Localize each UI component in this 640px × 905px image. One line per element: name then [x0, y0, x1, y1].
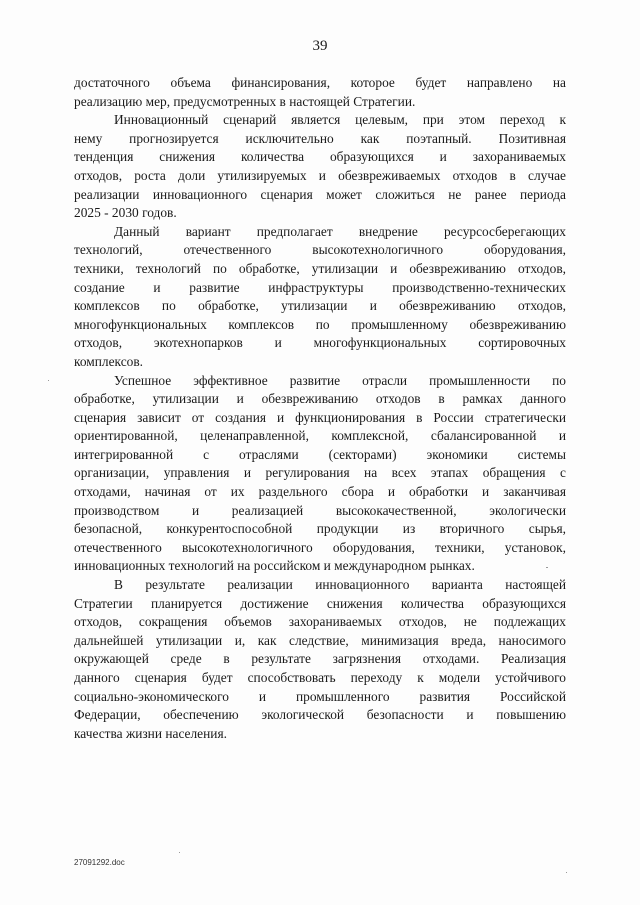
text-line: отечественного высокотехнологичного оборудования, техники, установок,	[74, 539, 566, 555]
text-line: достаточного объема финансирования, которое будет направлено на	[74, 75, 566, 90]
scan-speck	[48, 380, 49, 381]
text-line: отходов, экотехнопарков и многофункциональных сортировочных	[74, 335, 566, 351]
text-line: Успешное эффективное развитие отрасли промышленности по	[114, 372, 566, 388]
text-line: дальнейшей утилизации и, как следствие, минимизация вреда, наносимого	[74, 632, 566, 648]
text-line: интегрированной с отраслями (секторами) экономики системы	[74, 446, 566, 462]
paragraph	[74, 111, 566, 223]
text-line: Стратегии планируется достижение снижения количества образующихся	[74, 595, 566, 611]
text-line: сценария зависит от создания и функционирования в России стратегически	[74, 409, 566, 425]
text-line: Федерации, обеспечению экологической безопасности и повышению	[74, 707, 566, 723]
text-line: комплексов.	[74, 353, 144, 369]
scan-speck	[546, 567, 548, 568]
paragraph	[74, 372, 566, 577]
document-filename-footer: 27091292.doc	[74, 858, 125, 867]
text-line: отходов, сокращения объемов захораниваемых отходов, не подлежащих	[74, 614, 566, 630]
text-line: создание и развитие инфраструктуры производственно-технических	[74, 279, 566, 295]
text-line: 2025 - 2030 годов.	[74, 205, 177, 221]
text-line: нему прогнозируется исключительно как поэтапный. Позитивная	[74, 130, 566, 146]
page-number: 39	[312, 38, 328, 54]
text-line: окружающей среде в результате загрязнения отходами. Реализация	[74, 651, 566, 667]
scan-speck	[566, 872, 567, 873]
text-line: обработке, утилизации и обезвреживанию отходов в рамках данного	[74, 391, 566, 407]
text-line: многофункциональных комплексов по промышленному обезвреживанию	[74, 316, 566, 332]
document-body	[74, 74, 566, 743]
paragraph	[74, 74, 566, 111]
text-line: производством и реализацией высококачественной, экологически	[74, 502, 566, 518]
paragraph	[74, 223, 566, 372]
text-line: качества жизни населения.	[74, 725, 227, 741]
text-line: данного сценария будет способствовать переходу к модели устойчивого	[74, 670, 566, 685]
paragraph	[74, 576, 566, 743]
text-line: отходами, начиная от их раздельного сбора и обработки и заканчивая	[74, 484, 566, 500]
text-line: реализации инновационного сценария может сложиться не ранее периода	[74, 186, 566, 202]
text-line: В результате реализации инновационного варианта настоящей	[114, 577, 566, 593]
text-line: тенденция снижения количества образующихся и захораниваемых	[74, 149, 566, 165]
text-line: безопасной, конкурентоспособной продукции из вторичного сырья,	[74, 521, 566, 537]
text-line: ориентированной, целенаправленной, комплексной, сбалансированной и	[74, 428, 566, 444]
text-line: технологий, отечественного высокотехнологичного оборудования,	[74, 242, 566, 258]
text-line: инновационных технологий на российском и международном рынках.	[74, 558, 475, 574]
text-line: комплексов по обработке, утилизации и обезвреживанию отходов,	[74, 298, 566, 314]
text-line: Данный вариант предполагает внедрение ресурсосберегающих	[114, 223, 566, 239]
text-line: Инновационный сценарий является целевым, при этом переход к	[114, 112, 566, 128]
scan-speck	[179, 852, 180, 853]
text-line: реализацию мер, предусмотренных в настоящей Стратегии.	[74, 93, 416, 109]
text-line: отходов, роста доли утилизируемых и обезвреживаемых отходов в случае	[74, 167, 566, 183]
text-line: техники, технологий по обработке, утилизации и обезвреживанию отходов,	[74, 260, 566, 276]
text-line: организации, управления и регулирования на всех этапах обращения с	[74, 465, 566, 481]
text-line: социально-экономического и промышленного развития Российской	[74, 688, 566, 704]
